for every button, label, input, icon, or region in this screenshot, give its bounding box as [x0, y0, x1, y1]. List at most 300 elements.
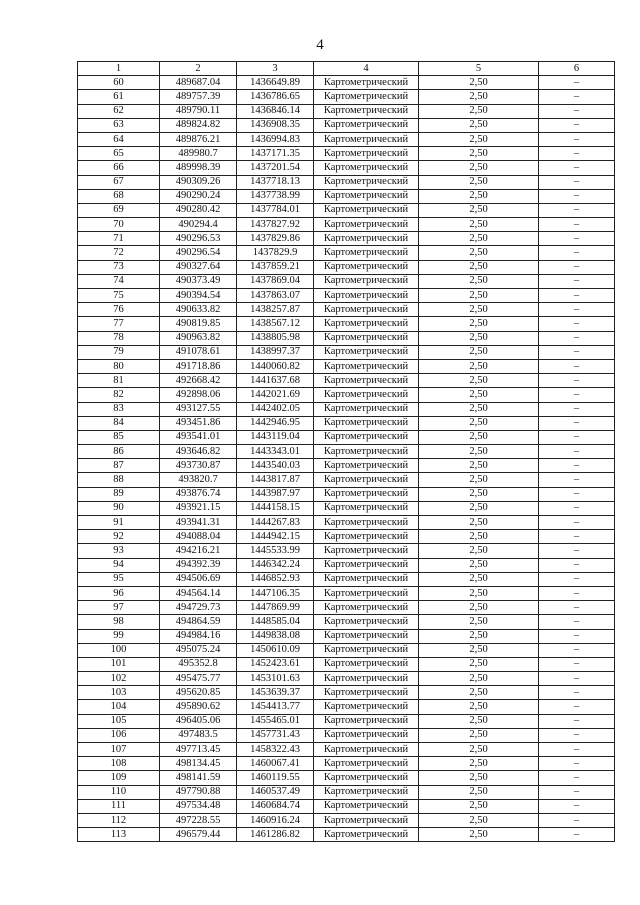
table-row — [78, 828, 615, 842]
column-header: 4 — [314, 62, 419, 76]
note-cell: – — [539, 643, 615, 657]
x-coordinate-cell: 493541.01 — [160, 430, 237, 444]
accuracy-cell: 2,50 — [419, 289, 539, 303]
table-body — [78, 76, 615, 842]
accuracy-cell: 2,50 — [419, 175, 539, 189]
accuracy-cell: 2,50 — [419, 615, 539, 629]
table-row — [78, 728, 615, 742]
x-coordinate-cell: 490819.85 — [160, 317, 237, 331]
method-cell: Картометрический — [314, 828, 419, 842]
x-coordinate-cell: 489876.21 — [160, 132, 237, 146]
x-coordinate-cell: 494729.73 — [160, 601, 237, 615]
table-row — [78, 487, 615, 501]
table-row — [78, 813, 615, 827]
accuracy-cell: 2,50 — [419, 714, 539, 728]
table-row — [78, 90, 615, 104]
table-row — [78, 672, 615, 686]
y-coordinate-cell: 1436786.65 — [237, 90, 314, 104]
point-number-cell: 87 — [78, 459, 160, 473]
note-cell: – — [539, 615, 615, 629]
note-cell: – — [539, 459, 615, 473]
method-cell: Картометрический — [314, 572, 419, 586]
note-cell: – — [539, 700, 615, 714]
point-number-cell: 78 — [78, 331, 160, 345]
note-cell: – — [539, 430, 615, 444]
point-number-cell: 74 — [78, 274, 160, 288]
table-row — [78, 402, 615, 416]
note-cell: – — [539, 728, 615, 742]
table-header-row — [78, 62, 615, 76]
x-coordinate-cell: 489757.39 — [160, 90, 237, 104]
point-number-cell: 93 — [78, 544, 160, 558]
method-cell: Картометрический — [314, 232, 419, 246]
method-cell: Картометрический — [314, 530, 419, 544]
table-row — [78, 189, 615, 203]
point-number-cell: 104 — [78, 700, 160, 714]
x-coordinate-cell: 495475.77 — [160, 672, 237, 686]
method-cell: Картометрический — [314, 260, 419, 274]
point-number-cell: 68 — [78, 189, 160, 203]
y-coordinate-cell: 1454413.77 — [237, 700, 314, 714]
y-coordinate-cell: 1458322.43 — [237, 743, 314, 757]
x-coordinate-cell: 498141.59 — [160, 771, 237, 785]
accuracy-cell: 2,50 — [419, 828, 539, 842]
x-coordinate-cell: 496405.06 — [160, 714, 237, 728]
method-cell: Картометрический — [314, 799, 419, 813]
accuracy-cell: 2,50 — [419, 799, 539, 813]
point-number-cell: 75 — [78, 289, 160, 303]
table-row — [78, 501, 615, 515]
x-coordinate-cell: 493820.7 — [160, 473, 237, 487]
y-coordinate-cell: 1437859.21 — [237, 260, 314, 274]
accuracy-cell: 2,50 — [419, 743, 539, 757]
accuracy-cell: 2,50 — [419, 331, 539, 345]
note-cell: – — [539, 686, 615, 700]
method-cell: Картометрический — [314, 430, 419, 444]
table-row — [78, 430, 615, 444]
table-row — [78, 799, 615, 813]
y-coordinate-cell: 1447106.35 — [237, 586, 314, 600]
accuracy-cell: 2,50 — [419, 260, 539, 274]
note-cell: – — [539, 317, 615, 331]
accuracy-cell: 2,50 — [419, 501, 539, 515]
point-number-cell: 113 — [78, 828, 160, 842]
y-coordinate-cell: 1452423.61 — [237, 657, 314, 671]
y-coordinate-cell: 1437827.92 — [237, 218, 314, 232]
note-cell: – — [539, 544, 615, 558]
table-row — [78, 303, 615, 317]
note-cell: – — [539, 147, 615, 161]
point-number-cell: 64 — [78, 132, 160, 146]
y-coordinate-cell: 1457731.43 — [237, 728, 314, 742]
note-cell: – — [539, 714, 615, 728]
y-coordinate-cell: 1437718.13 — [237, 175, 314, 189]
x-coordinate-cell: 494864.59 — [160, 615, 237, 629]
method-cell: Картометрический — [314, 771, 419, 785]
table-row — [78, 785, 615, 799]
note-cell: – — [539, 118, 615, 132]
x-coordinate-cell: 497713.45 — [160, 743, 237, 757]
x-coordinate-cell: 493921.15 — [160, 501, 237, 515]
table-row — [78, 416, 615, 430]
y-coordinate-cell: 1437829.86 — [237, 232, 314, 246]
table-row — [78, 218, 615, 232]
method-cell: Картометрический — [314, 189, 419, 203]
y-coordinate-cell: 1453101.63 — [237, 672, 314, 686]
point-number-cell: 67 — [78, 175, 160, 189]
note-cell: – — [539, 189, 615, 203]
x-coordinate-cell: 491078.61 — [160, 345, 237, 359]
accuracy-cell: 2,50 — [419, 359, 539, 373]
point-number-cell: 76 — [78, 303, 160, 317]
y-coordinate-cell: 1446852.93 — [237, 572, 314, 586]
accuracy-cell: 2,50 — [419, 530, 539, 544]
x-coordinate-cell: 495890.62 — [160, 700, 237, 714]
accuracy-cell: 2,50 — [419, 558, 539, 572]
y-coordinate-cell: 1460119.55 — [237, 771, 314, 785]
x-coordinate-cell: 490296.53 — [160, 232, 237, 246]
table-row — [78, 629, 615, 643]
y-coordinate-cell: 1460916.24 — [237, 813, 314, 827]
x-coordinate-cell: 490633.82 — [160, 303, 237, 317]
point-number-cell: 103 — [78, 686, 160, 700]
point-number-cell: 86 — [78, 445, 160, 459]
accuracy-cell: 2,50 — [419, 76, 539, 90]
column-header: 1 — [78, 62, 160, 76]
method-cell: Картометрический — [314, 317, 419, 331]
accuracy-cell: 2,50 — [419, 246, 539, 260]
point-number-cell: 107 — [78, 743, 160, 757]
method-cell: Картометрический — [314, 743, 419, 757]
note-cell: – — [539, 218, 615, 232]
y-coordinate-cell: 1449838.08 — [237, 629, 314, 643]
table-row — [78, 345, 615, 359]
table-row — [78, 203, 615, 217]
note-cell: – — [539, 601, 615, 615]
method-cell: Картометрический — [314, 657, 419, 671]
x-coordinate-cell: 491718.86 — [160, 359, 237, 373]
x-coordinate-cell: 490327.64 — [160, 260, 237, 274]
point-number-cell: 105 — [78, 714, 160, 728]
accuracy-cell: 2,50 — [419, 203, 539, 217]
point-number-cell: 72 — [78, 246, 160, 260]
x-coordinate-cell: 489998.39 — [160, 161, 237, 175]
method-cell: Картометрический — [314, 402, 419, 416]
point-number-cell: 85 — [78, 430, 160, 444]
y-coordinate-cell: 1442021.69 — [237, 388, 314, 402]
note-cell: – — [539, 232, 615, 246]
table-row — [78, 743, 615, 757]
method-cell: Картометрический — [314, 246, 419, 260]
note-cell: – — [539, 274, 615, 288]
table-row — [78, 530, 615, 544]
x-coordinate-cell: 497483.5 — [160, 728, 237, 742]
note-cell: – — [539, 90, 615, 104]
table-row — [78, 586, 615, 600]
point-number-cell: 91 — [78, 516, 160, 530]
x-coordinate-cell: 492668.42 — [160, 374, 237, 388]
table-row — [78, 274, 615, 288]
y-coordinate-cell: 1445533.99 — [237, 544, 314, 558]
accuracy-cell: 2,50 — [419, 813, 539, 827]
x-coordinate-cell: 492898.06 — [160, 388, 237, 402]
accuracy-cell: 2,50 — [419, 345, 539, 359]
accuracy-cell: 2,50 — [419, 161, 539, 175]
point-number-cell: 97 — [78, 601, 160, 615]
method-cell: Картометрический — [314, 785, 419, 799]
x-coordinate-cell: 497228.55 — [160, 813, 237, 827]
method-cell: Картометрический — [314, 686, 419, 700]
point-number-cell: 96 — [78, 586, 160, 600]
y-coordinate-cell: 1443343.01 — [237, 445, 314, 459]
x-coordinate-cell: 490296.54 — [160, 246, 237, 260]
point-number-cell: 101 — [78, 657, 160, 671]
note-cell: – — [539, 672, 615, 686]
note-cell: – — [539, 303, 615, 317]
method-cell: Картометрический — [314, 359, 419, 373]
y-coordinate-cell: 1443817.87 — [237, 473, 314, 487]
coordinates-table — [77, 61, 615, 842]
note-cell: – — [539, 416, 615, 430]
y-coordinate-cell: 1443540.03 — [237, 459, 314, 473]
y-coordinate-cell: 1438997.37 — [237, 345, 314, 359]
note-cell: – — [539, 516, 615, 530]
method-cell: Картометрический — [314, 147, 419, 161]
point-number-cell: 79 — [78, 345, 160, 359]
y-coordinate-cell: 1450610.09 — [237, 643, 314, 657]
x-coordinate-cell: 498134.45 — [160, 757, 237, 771]
accuracy-cell: 2,50 — [419, 544, 539, 558]
table-row — [78, 643, 615, 657]
table-row — [78, 388, 615, 402]
method-cell: Картометрический — [314, 643, 419, 657]
accuracy-cell: 2,50 — [419, 771, 539, 785]
y-coordinate-cell: 1442402.05 — [237, 402, 314, 416]
y-coordinate-cell: 1460067.41 — [237, 757, 314, 771]
note-cell: – — [539, 132, 615, 146]
x-coordinate-cell: 490373.49 — [160, 274, 237, 288]
y-coordinate-cell: 1461286.82 — [237, 828, 314, 842]
table-row — [78, 686, 615, 700]
point-number-cell: 112 — [78, 813, 160, 827]
point-number-cell: 94 — [78, 558, 160, 572]
y-coordinate-cell: 1438567.12 — [237, 317, 314, 331]
note-cell: – — [539, 799, 615, 813]
accuracy-cell: 2,50 — [419, 430, 539, 444]
y-coordinate-cell: 1437869.04 — [237, 274, 314, 288]
y-coordinate-cell: 1437201.54 — [237, 161, 314, 175]
method-cell: Картометрический — [314, 672, 419, 686]
point-number-cell: 111 — [78, 799, 160, 813]
method-cell: Картометрический — [314, 615, 419, 629]
method-cell: Картометрический — [314, 501, 419, 515]
point-number-cell: 98 — [78, 615, 160, 629]
method-cell: Картометрический — [314, 175, 419, 189]
y-coordinate-cell: 1440060.82 — [237, 359, 314, 373]
accuracy-cell: 2,50 — [419, 274, 539, 288]
x-coordinate-cell: 494564.14 — [160, 586, 237, 600]
accuracy-cell: 2,50 — [419, 189, 539, 203]
point-number-cell: 66 — [78, 161, 160, 175]
method-cell: Картометрический — [314, 757, 419, 771]
table-row — [78, 317, 615, 331]
method-cell: Картометрический — [314, 218, 419, 232]
method-cell: Картометрический — [314, 289, 419, 303]
note-cell: – — [539, 657, 615, 671]
point-number-cell: 73 — [78, 260, 160, 274]
accuracy-cell: 2,50 — [419, 601, 539, 615]
accuracy-cell: 2,50 — [419, 218, 539, 232]
point-number-cell: 83 — [78, 402, 160, 416]
x-coordinate-cell: 493451.86 — [160, 416, 237, 430]
point-number-cell: 71 — [78, 232, 160, 246]
method-cell: Картометрический — [314, 76, 419, 90]
table-row — [78, 359, 615, 373]
x-coordinate-cell: 490280.42 — [160, 203, 237, 217]
accuracy-cell: 2,50 — [419, 317, 539, 331]
method-cell: Картометрический — [314, 700, 419, 714]
table-row — [78, 700, 615, 714]
point-number-cell: 82 — [78, 388, 160, 402]
point-number-cell: 110 — [78, 785, 160, 799]
table-row — [78, 516, 615, 530]
method-cell: Картометрический — [314, 714, 419, 728]
x-coordinate-cell: 493646.82 — [160, 445, 237, 459]
table-row — [78, 118, 615, 132]
accuracy-cell: 2,50 — [419, 586, 539, 600]
note-cell: – — [539, 175, 615, 189]
y-coordinate-cell: 1444267.83 — [237, 516, 314, 530]
y-coordinate-cell: 1448585.04 — [237, 615, 314, 629]
accuracy-cell: 2,50 — [419, 700, 539, 714]
y-coordinate-cell: 1437863.07 — [237, 289, 314, 303]
table-row — [78, 615, 615, 629]
x-coordinate-cell: 490309.26 — [160, 175, 237, 189]
point-number-cell: 99 — [78, 629, 160, 643]
x-coordinate-cell: 494984.16 — [160, 629, 237, 643]
x-coordinate-cell: 497534.48 — [160, 799, 237, 813]
x-coordinate-cell: 490294.4 — [160, 218, 237, 232]
point-number-cell: 80 — [78, 359, 160, 373]
method-cell: Картометрический — [314, 586, 419, 600]
y-coordinate-cell: 1437829.9 — [237, 246, 314, 260]
method-cell: Картометрический — [314, 558, 419, 572]
y-coordinate-cell: 1438805.98 — [237, 331, 314, 345]
x-coordinate-cell: 489687.04 — [160, 76, 237, 90]
accuracy-cell: 2,50 — [419, 303, 539, 317]
note-cell: – — [539, 260, 615, 274]
page-number: 4 — [316, 37, 324, 53]
note-cell: – — [539, 629, 615, 643]
note-cell: – — [539, 771, 615, 785]
accuracy-cell: 2,50 — [419, 785, 539, 799]
point-number-cell: 81 — [78, 374, 160, 388]
note-cell: – — [539, 374, 615, 388]
x-coordinate-cell: 489790.11 — [160, 104, 237, 118]
accuracy-cell: 2,50 — [419, 118, 539, 132]
point-number-cell: 108 — [78, 757, 160, 771]
table-row — [78, 757, 615, 771]
note-cell: – — [539, 487, 615, 501]
x-coordinate-cell: 494088.04 — [160, 530, 237, 544]
note-cell: – — [539, 76, 615, 90]
note-cell: – — [539, 388, 615, 402]
table-row — [78, 445, 615, 459]
table-row — [78, 572, 615, 586]
method-cell: Картометрический — [314, 274, 419, 288]
accuracy-cell: 2,50 — [419, 459, 539, 473]
column-header: 3 — [237, 62, 314, 76]
x-coordinate-cell: 495352.8 — [160, 657, 237, 671]
table-row — [78, 161, 615, 175]
accuracy-cell: 2,50 — [419, 232, 539, 246]
x-coordinate-cell: 490290.24 — [160, 189, 237, 203]
method-cell: Картометрический — [314, 203, 419, 217]
y-coordinate-cell: 1436994.83 — [237, 132, 314, 146]
table-row — [78, 260, 615, 274]
y-coordinate-cell: 1460684.74 — [237, 799, 314, 813]
y-coordinate-cell: 1441637.68 — [237, 374, 314, 388]
accuracy-cell: 2,50 — [419, 657, 539, 671]
y-coordinate-cell: 1436649.89 — [237, 76, 314, 90]
y-coordinate-cell: 1443987.97 — [237, 487, 314, 501]
x-coordinate-cell: 493876.74 — [160, 487, 237, 501]
accuracy-cell: 2,50 — [419, 516, 539, 530]
note-cell: – — [539, 743, 615, 757]
method-cell: Картометрический — [314, 601, 419, 615]
accuracy-cell: 2,50 — [419, 672, 539, 686]
point-number-cell: 95 — [78, 572, 160, 586]
accuracy-cell: 2,50 — [419, 728, 539, 742]
table-row — [78, 771, 615, 785]
table-row — [78, 246, 615, 260]
point-number-cell: 77 — [78, 317, 160, 331]
method-cell: Картометрический — [314, 90, 419, 104]
column-header: 6 — [539, 62, 615, 76]
table-row — [78, 544, 615, 558]
x-coordinate-cell: 490394.54 — [160, 289, 237, 303]
note-cell: – — [539, 530, 615, 544]
method-cell: Картометрический — [314, 813, 419, 827]
point-number-cell: 84 — [78, 416, 160, 430]
x-coordinate-cell: 496579.44 — [160, 828, 237, 842]
x-coordinate-cell: 493127.55 — [160, 402, 237, 416]
y-coordinate-cell: 1438257.87 — [237, 303, 314, 317]
method-cell: Картометрический — [314, 544, 419, 558]
accuracy-cell: 2,50 — [419, 402, 539, 416]
method-cell: Картометрический — [314, 161, 419, 175]
method-cell: Картометрический — [314, 331, 419, 345]
y-coordinate-cell: 1446342.24 — [237, 558, 314, 572]
table-row — [78, 601, 615, 615]
y-coordinate-cell: 1436846.14 — [237, 104, 314, 118]
x-coordinate-cell: 494392.39 — [160, 558, 237, 572]
x-coordinate-cell: 495075.24 — [160, 643, 237, 657]
method-cell: Картометрический — [314, 345, 419, 359]
table-row — [78, 232, 615, 246]
accuracy-cell: 2,50 — [419, 132, 539, 146]
method-cell: Картометрический — [314, 303, 419, 317]
y-coordinate-cell: 1455465.01 — [237, 714, 314, 728]
note-cell: – — [539, 813, 615, 827]
method-cell: Картометрический — [314, 445, 419, 459]
x-coordinate-cell: 489980.7 — [160, 147, 237, 161]
accuracy-cell: 2,50 — [419, 445, 539, 459]
method-cell: Картометрический — [314, 629, 419, 643]
table-row — [78, 714, 615, 728]
accuracy-cell: 2,50 — [419, 104, 539, 118]
y-coordinate-cell: 1453639.37 — [237, 686, 314, 700]
